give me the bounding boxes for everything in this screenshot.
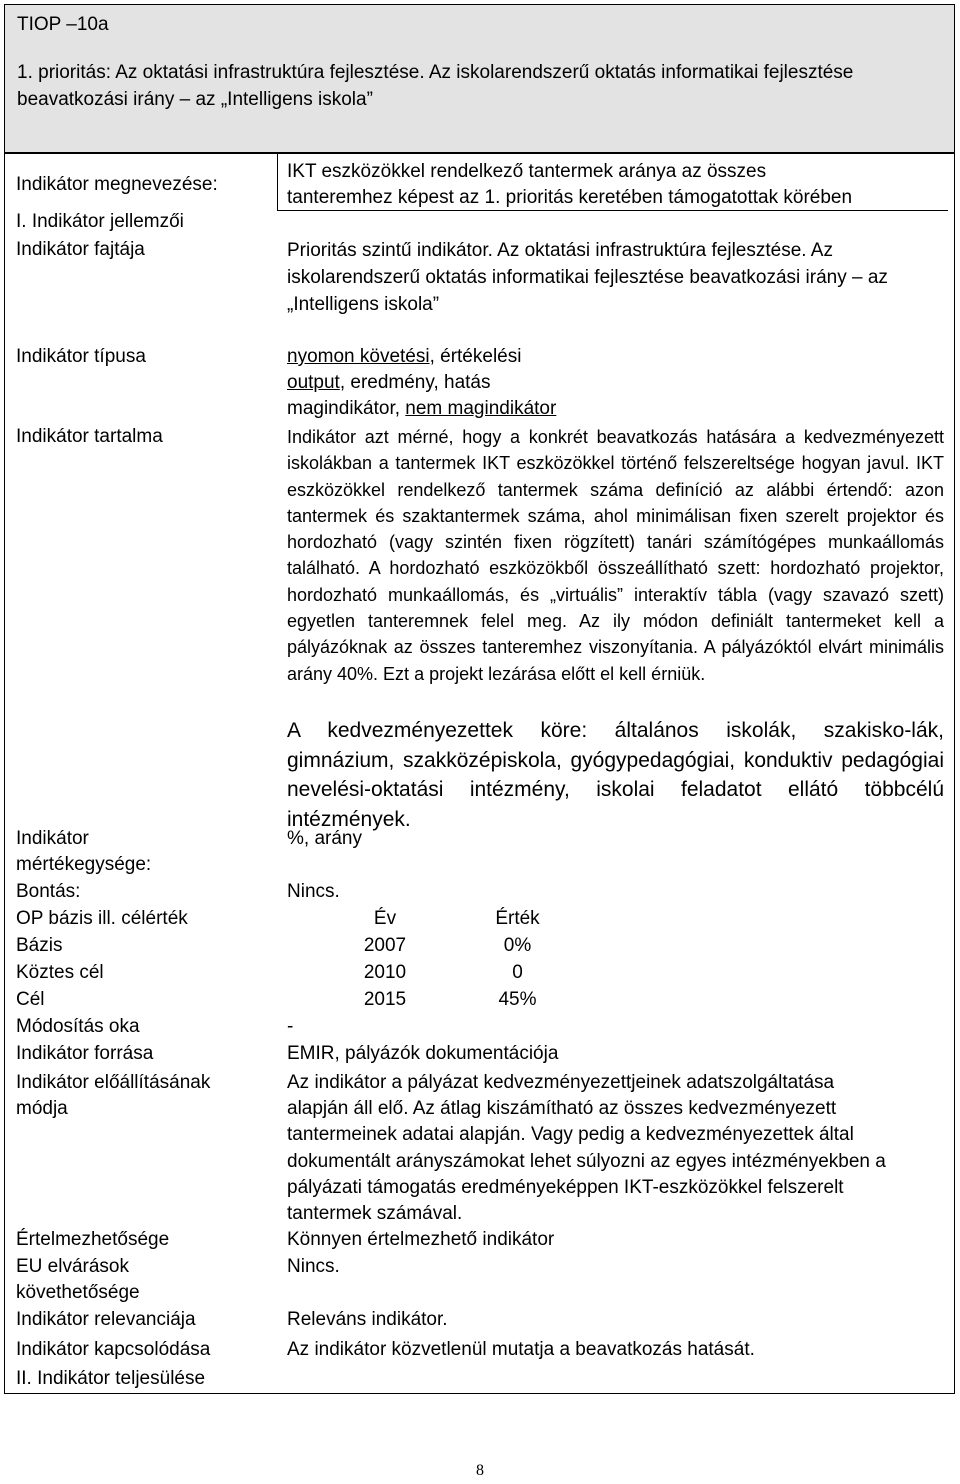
- target-row-base-value: 0%: [503, 935, 532, 956]
- section-fulfilment-label: II. Indikátor teljesülése: [16, 1368, 206, 1389]
- unit-label-2: mértékegysége:: [16, 854, 152, 875]
- indicator-name-label: Indikátor megnevezése:: [16, 174, 218, 195]
- method-value: [287, 1070, 943, 1227]
- unit-value: %, arány: [287, 828, 362, 849]
- breakdown-value: Nincs.: [287, 881, 340, 902]
- indicator-content-text-a: Indikátor azt mérné, hogy a konkrét beavatkozás hatására a kedvezményezett iskolákban a tantermek IKT eszközökkel történő felszereltsége hogyan javul. IKT eszközökkel rendelkező tantermek száma definíció az alábbi értendő: azon tantermek és szaktantermek száma, ahol minimálisan fixen szerelt projektor és hordozható (vagy szintén fixen rögzített) tanári számítógépes munkaállomás található. A hordozható eszközökből összeállítható szett: hordozható projektor, hordozható munkaállomás, és „virtuális” interaktív tábla (vagy szavazó szett) egyetlen tanteremnek felel meg. Az ily módon definiált tantermeket kell a pályázóknak az összes tanteremhez viszonyítania. A pályázóktól elvárt minimális arány 40%. Ezt a projekt lezárása előtt el kell érniük.: [287, 427, 944, 684]
- link-value: Az indikátor közvetlenül mutatja a beavatkozás hatását.: [287, 1339, 755, 1360]
- type-tracking-selected: nyomon követési: [287, 346, 430, 367]
- indicator-content-text-b: A kedvezményezettek köre: általános iskolák, szakisko-lák, gimnázium, szakközépiskola, gyógypedagógiai, konduktiv pedagógiai nevelési-oktatási intézmény, iskolai feladatot ellátó többcélú intézmények.: [287, 719, 944, 831]
- indicator-type-row-2: [287, 370, 943, 396]
- section-characteristics-label: I. Indikátor jellemzői: [16, 211, 184, 232]
- indicator-type-label: Indikátor típusa: [16, 346, 146, 367]
- targets-label: OP bázis ill. célérték: [16, 908, 188, 929]
- indicator-name-line-1: IKT eszközökkel rendelkező tantermek aránya az összes: [287, 161, 767, 182]
- modification-value: -: [287, 1016, 294, 1037]
- type-evaluation-option: , értékelési: [429, 346, 522, 367]
- targets-col-year: Év: [373, 908, 397, 929]
- indicator-type-value: [287, 344, 943, 422]
- targets-col-value: Érték: [495, 908, 540, 929]
- target-row-goal-label: Cél: [16, 989, 45, 1010]
- indicator-content-label: Indikátor tartalma: [16, 426, 163, 447]
- indicator-kind-line-3: „Intelligens iskola”: [287, 294, 440, 315]
- target-row-interim-year: 2010: [363, 962, 407, 983]
- method-line-1: Az indikátor a pályázat kedvezményezettjeinek adatszolgáltatása: [287, 1072, 835, 1093]
- breakdown-label: Bontás:: [16, 881, 81, 902]
- indicator-name-underline: [277, 210, 948, 211]
- target-row-base-label: Bázis: [16, 935, 63, 956]
- indicator-kind-value: [287, 237, 943, 318]
- indicator-name-value: [287, 159, 947, 211]
- indicator-name-separator: [277, 154, 278, 211]
- method-label-1: Indikátor előállításának: [16, 1072, 211, 1093]
- target-row-goal-year: 2015: [363, 989, 407, 1010]
- target-row-interim-value: 0: [512, 962, 523, 983]
- indicator-kind-label: Indikátor fajtája: [16, 239, 145, 260]
- indicator-name-line-2: tanteremhez képest az 1. prioritás keretében támogatottak körében: [287, 187, 853, 208]
- priority-title: 1. prioritás: Az oktatási infrastruktúra fejlesztése. Az iskolarendszerű oktatás informatikai fejlesztése beavatkozási irány – az „Intelligens iskola”: [17, 62, 854, 110]
- target-row-base-year: 2007: [363, 935, 407, 956]
- program-code: TIOP –10a: [17, 14, 109, 35]
- method-line-2: alapján áll elő. Az átlag kiszámítható az összes kedvezményezett: [287, 1098, 837, 1120]
- interpretability-value: Könnyen értelmezhető indikátor: [287, 1229, 555, 1250]
- type-noncore-selected: nem magindikátor: [405, 398, 557, 419]
- method-line-5: pályázati támogatás eredményeképpen IKT-eszközökkel felszerelt: [287, 1176, 844, 1198]
- target-row-interim-label: Köztes cél: [16, 962, 104, 983]
- method-line-6: tantermek számával.: [287, 1203, 463, 1225]
- page-number: 8: [476, 1462, 484, 1479]
- indicator-kind-line-1: Prioritás szintű indikátor. Az oktatási infrastruktúra fejlesztése. Az: [287, 240, 833, 261]
- target-row-goal-value: 45%: [498, 989, 537, 1010]
- method-label-2: módja: [16, 1098, 68, 1119]
- type-result-options: , eredmény, hatás: [339, 372, 491, 393]
- modification-label: Módosítás oka: [16, 1016, 140, 1037]
- interpretability-label: Értelmezhetősége: [16, 1229, 170, 1250]
- relevance-label: Indikátor relevanciája: [16, 1309, 196, 1330]
- method-line-4: dokumentált arányszámokat lehet súlyozni az egyes intézményekben a: [287, 1150, 886, 1172]
- source-value: EMIR, pályázók dokumentációja: [287, 1043, 559, 1064]
- type-core-option: magindikátor,: [287, 398, 406, 419]
- indicator-kind-line-2: iskolarendszerű oktatás informatikai fejlesztése beavatkozási irány – az: [287, 267, 888, 288]
- method-line-3: tantermeinek adatai alapján. Vagy pedig a kedvezményezettek által: [287, 1124, 854, 1146]
- relevance-value: Releváns indikátor.: [287, 1309, 448, 1330]
- eu-label-1: EU elvárások: [16, 1256, 129, 1277]
- link-label: Indikátor kapcsolódása: [16, 1339, 211, 1360]
- document-header: [4, 4, 955, 154]
- indicator-type-row-3: [287, 396, 943, 422]
- type-output-selected: output: [287, 372, 340, 393]
- unit-label-1: Indikátor: [16, 828, 89, 849]
- eu-label-2: követhetősége: [16, 1282, 140, 1303]
- source-label: Indikátor forrása: [16, 1043, 154, 1064]
- eu-value: Nincs.: [287, 1256, 340, 1277]
- indicator-type-row-1: [287, 344, 943, 370]
